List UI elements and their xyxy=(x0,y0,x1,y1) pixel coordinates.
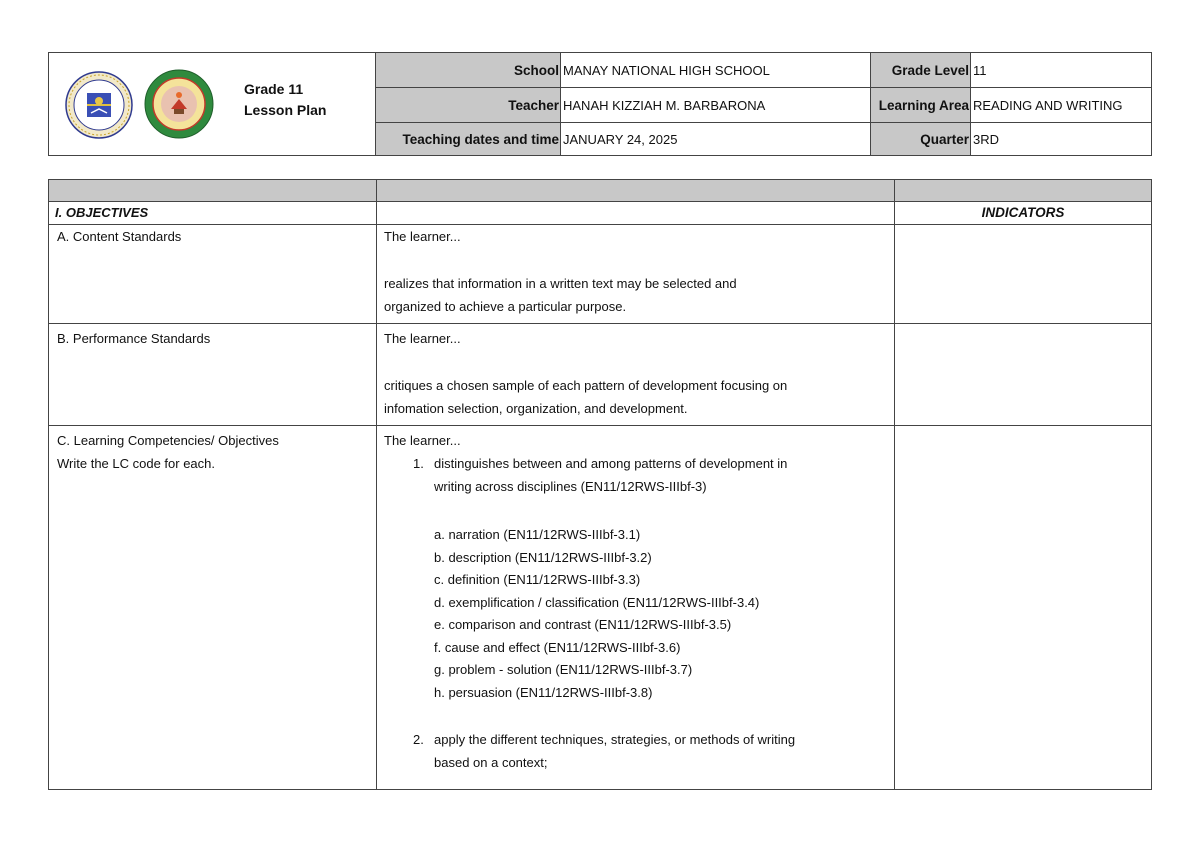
deped-seal-logo xyxy=(65,71,133,139)
quarter-label: Quarter xyxy=(870,123,970,155)
list-item: g. problem - solution (EN11/12RWS-IIIbf-3.7) xyxy=(434,662,693,677)
school-label: School xyxy=(376,53,560,87)
objectives-table xyxy=(48,179,1152,790)
performance-standards-intro: The learner... xyxy=(384,331,461,346)
competency-1-line-1: distinguishes between and among patterns of development in xyxy=(434,456,788,471)
list-item: d. exemplification / classification (EN11/12RWS-IIIbf-3.4) xyxy=(434,594,760,610)
content-standards-text-1: realizes that information in a written text may be selected and xyxy=(384,276,737,291)
title-line-1: Grade 11 xyxy=(244,81,304,97)
list-item: c. definition (EN11/12RWS-IIIbf-3.3) xyxy=(434,572,641,587)
list-number: 1. xyxy=(413,456,424,471)
lesson-plan-title xyxy=(244,79,326,121)
list-item: f. cause and effect (EN11/12RWS-IIIbf-3.6) xyxy=(434,639,681,655)
title-line-2: Lesson Plan xyxy=(244,102,327,118)
table-header-row xyxy=(49,180,1151,202)
content-standards-text-2: organized to achieve a particular purpose. xyxy=(384,299,627,314)
school-value: MANAY NATIONAL HIGH SCHOOL xyxy=(560,53,870,87)
objectives-heading: I. OBJECTIVES xyxy=(55,205,149,220)
competency-2-line-2: based on a context; xyxy=(434,755,548,770)
header-title-cell xyxy=(49,53,376,155)
quarter-value: 3RD xyxy=(970,123,1152,155)
competency-1-line-2: writing across disciplines (EN11/12RWS-IIIbf-3) xyxy=(434,479,707,494)
competency-2-line-1: apply the different techniques, strategies, or methods of writing xyxy=(434,732,796,747)
row-divider xyxy=(49,224,1151,225)
school-seal-logo xyxy=(144,69,214,139)
dates-value: JANUARY 24, 2025 xyxy=(560,123,870,155)
performance-standards-text-2: infomation selection, organization, and development. xyxy=(384,401,688,416)
list-item: h. persuasion (EN11/12RWS-IIIbf-3.8) xyxy=(434,684,653,700)
list-number: 2. xyxy=(413,732,424,747)
header-row-teacher xyxy=(376,88,1152,123)
header-row-school xyxy=(376,53,1152,88)
learning-competencies-intro: The learner... xyxy=(384,433,461,448)
list-item: e. comparison and contrast (EN11/12RWS-IIIbf-3.5) xyxy=(434,617,732,632)
grade-level-label: Grade Level xyxy=(870,53,970,87)
grade-level-value: 11 xyxy=(970,53,1152,87)
header-row-dates xyxy=(376,123,1152,155)
lc-code-instruction: Write the LC code for each. xyxy=(57,456,216,471)
performance-standards-text-1: critiques a chosen sample of each pattern of development focusing on xyxy=(384,378,788,393)
header-table xyxy=(48,52,1152,156)
learning-competencies-label: C. Learning Competencies/ Objectives xyxy=(57,433,279,448)
teacher-value: HANAH KIZZIAH M. BARBARONA xyxy=(560,88,870,122)
learning-area-label: Learning Area xyxy=(870,88,970,122)
indicators-heading: INDICATORS xyxy=(981,205,1065,220)
performance-standards-label: B. Performance Standards xyxy=(57,331,211,346)
content-standards-intro: The learner... xyxy=(384,229,461,244)
row-divider xyxy=(49,323,1151,324)
column-divider xyxy=(376,180,377,789)
list-item: b. description (EN11/12RWS-IIIbf-3.2) xyxy=(434,549,652,565)
dates-label: Teaching dates and time xyxy=(376,123,560,155)
list-item: a. narration (EN11/12RWS-IIIbf-3.1) xyxy=(434,527,641,542)
row-divider xyxy=(49,425,1151,426)
column-divider xyxy=(894,180,895,789)
learning-area-value: READING AND WRITING xyxy=(970,88,1152,122)
teacher-label: Teacher xyxy=(376,88,560,122)
content-standards-label: A. Content Standards xyxy=(57,229,182,244)
